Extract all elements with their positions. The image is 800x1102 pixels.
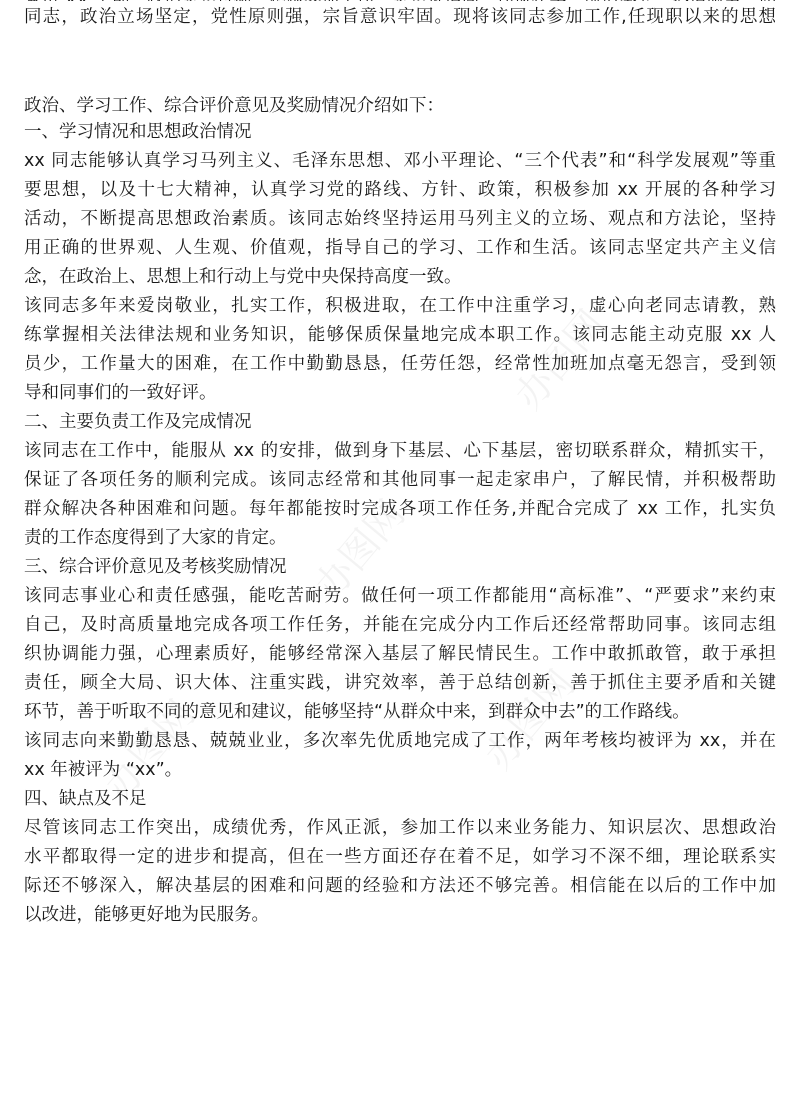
text-line: 以改进，能够更好地为民服务。 [24, 905, 269, 925]
partial-top-line [24, 0, 776, 1]
text-line: 环节，善于听取不同的意见和建议，能够坚持“从群众中来，到群众中去”的工作路线。 [24, 702, 690, 722]
text-line: 要思想，以及十七大精神，认真学习党的路线、方针、政策，积极参加 xx 开展的各种学习 [24, 180, 776, 200]
text-line: 二、主要负责工作及完成情况 [24, 412, 252, 432]
text-line: 导和同事们的一致好评。 [24, 383, 217, 403]
text-line: 责的工作态度得到了大家的肯定。 [24, 528, 287, 548]
text-line: 活动，不断提高思想政治素质。该同志始终坚持运用马列主义的立场、观点和方法论，坚持 [24, 209, 776, 229]
text-line: 该同志向来勤勤恳恳、兢兢业业，多次率先优质地完成了工作，两年考核均被评为 xx，并在 [24, 731, 776, 751]
text-line: 水平都取得一定的进步和提高，但在一些方面还存在着不足，如学习不深不细，理论联系实 [24, 847, 776, 867]
text-line: 用正确的世界观、人生观、价值观，指导自己的学习、工作和生活。该同志坚定共产主义信 [24, 238, 776, 258]
text-line: 际还不够深入，解决基层的困难和问题的经验和方法还不够完善。相信能在以后的工作中加 [24, 876, 776, 896]
text-line: 尽管该同志工作突出，成绩优秀，作风正派，参加工作以来业务能力、知识层次、思想政治 [24, 818, 776, 838]
text-line: 政治、学习工作、综合评价意见及奖励情况介绍如下： [24, 96, 444, 116]
text-line: 群众解决各种困难和问题。每年都能按时完成各项工作任务,并配合完成了 xx 工作，扎实负 [24, 499, 776, 519]
text-line: 责任，顾全大局、识大体、注重实践，讲究效率，善于总结创新，善于抓住主要矛盾和关键 [24, 673, 776, 693]
text-line: 三、综合评价意见及考核奖励情况 [24, 557, 287, 577]
text-line: 一、学习情况和思想政治情况 [24, 122, 252, 142]
text-line: 自己，及时高质量地完成各项工作任务，并能在完成分内工作后还经常帮助同事。该同志组 [24, 615, 776, 635]
text-line: 练掌握相关法律法规和业务知识，能够保质保量地完成本职工作。该同志能主动克服 xx 人 [24, 325, 776, 345]
text-line: 保证了各项任务的顺利完成。该同志经常和其他同事一起走家串户，了解民情，并积极帮助 [24, 470, 776, 490]
text-line: xx 同志能够认真学习马列主义、毛泽东思想、邓小平理论、“三个代表”和“科学发展观”等重 [24, 151, 776, 171]
text-line: 同志，政治立场坚定，党性原则强，宗旨意识牢固。现将该同志参加工作,任现职以来的思想 [24, 7, 776, 27]
text-line: 该同志在工作中，能服从 xx 的安排，做到身下基层、心下基层，密切联系群众，精抓实干， [24, 441, 776, 461]
text-line: 该同志事业心和责任感强，能吃苦耐劳。做任何一项工作都能用“高标准”、“严要求”来约束 [24, 586, 776, 606]
text-line: 该同志多年来爱岗敬业，扎实工作，积极进取，在工作中注重学习，虚心向老同志请教，熟 [24, 296, 776, 316]
text-line: 员少，工作量大的困难，在工作中勤勤恳恳，任劳任怨，经常性加班加点毫无怨言，受到领 [24, 354, 776, 374]
partial-top-line-text [24, 0, 776, 1]
text-line: 织协调能力强，心理素质好，能够经常深入基层了解民情民生。工作中敢抓敢管，敢于承担 [24, 644, 776, 664]
text-line: xx 年被评为 “xx”。 [24, 760, 183, 780]
text-line: 四、缺点及不足 [24, 789, 147, 809]
text-line: 念，在政治上、思想上和行动上与党中央保持高度一致。 [24, 267, 462, 287]
